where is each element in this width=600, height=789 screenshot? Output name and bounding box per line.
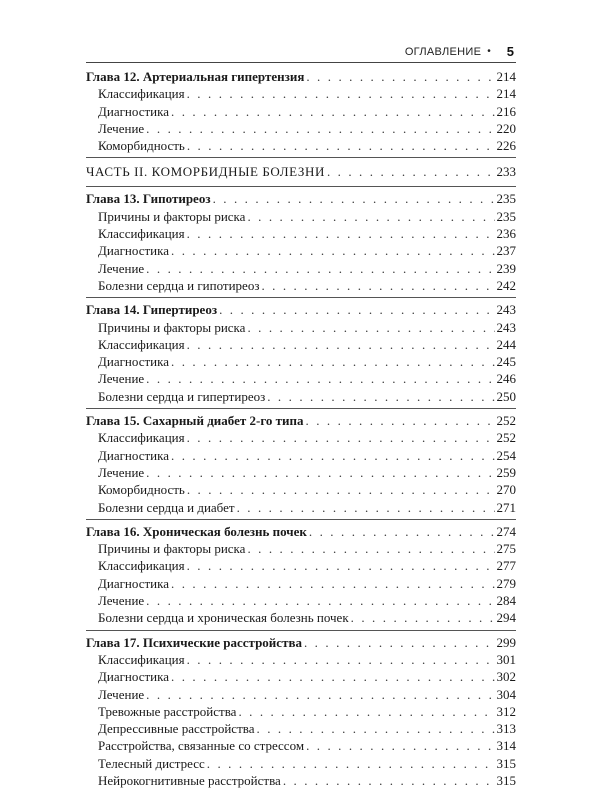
- toc-entry-label: Классификация: [98, 86, 185, 102]
- toc-subentry[interactable]: [86, 429, 516, 446]
- toc-entry-page: 214: [496, 69, 516, 84]
- toc-subentry[interactable]: [86, 540, 516, 557]
- toc-subentry[interactable]: [86, 481, 516, 498]
- toc-entry-page: 235: [496, 191, 516, 207]
- toc-subentry[interactable]: [86, 85, 516, 102]
- toc-entry-page: 214: [496, 86, 516, 102]
- dot-leader: [207, 755, 495, 772]
- toc-entry-page: 301: [496, 651, 516, 667]
- dot-leader: [146, 260, 494, 277]
- section-divider: [86, 186, 516, 187]
- toc-entry-page: 236: [496, 226, 516, 242]
- dot-leader: [327, 161, 495, 183]
- dot-leader: [171, 353, 494, 370]
- dot-leader: [247, 319, 494, 336]
- dot-leader: [306, 68, 494, 85]
- toc-subentry[interactable]: [86, 260, 516, 277]
- dot-leader: [238, 703, 494, 720]
- toc-subentry[interactable]: [86, 353, 516, 370]
- toc-entry-label: Глава 16. Хроническая болезнь почек: [86, 523, 307, 539]
- toc-entry-page: 252: [496, 430, 516, 446]
- toc-chapter-entry[interactable]: [86, 412, 516, 429]
- table-of-contents: [86, 68, 516, 789]
- bullet-icon: •: [487, 46, 491, 57]
- toc-entry-label: Лечение: [98, 686, 145, 702]
- toc-entry-page: 243: [496, 319, 516, 335]
- dot-leader: [187, 651, 495, 668]
- toc-entry-label: Лечение: [98, 120, 145, 136]
- dot-leader: [171, 575, 494, 592]
- toc-chapter-entry[interactable]: [86, 523, 516, 540]
- dot-leader: [187, 85, 495, 102]
- toc-subentry[interactable]: [86, 137, 516, 154]
- toc-entry-page: 243: [496, 302, 516, 318]
- toc-entry-page: 226: [496, 138, 516, 154]
- toc-subentry[interactable]: [86, 772, 516, 789]
- toc-subentry[interactable]: [86, 686, 516, 703]
- dot-leader: [283, 772, 495, 789]
- toc-entry-label: Болезни сердца и гипертиреоз: [98, 388, 266, 404]
- running-head-title: ОГЛАВЛЕНИЕ: [404, 45, 482, 58]
- dot-leader: [247, 208, 494, 225]
- toc-entry-label: Глава 14. Гипертиреоз: [86, 302, 218, 318]
- toc-entry-page: 242: [496, 277, 516, 293]
- toc-subentry[interactable]: [86, 336, 516, 353]
- toc-entry-label: ЧАСТЬ II. КОМОРБИДНЫЕ БОЛЕЗНИ: [86, 164, 325, 180]
- dot-leader: [306, 412, 495, 429]
- toc-subentry[interactable]: [86, 737, 516, 754]
- toc-entry-label: Лечение: [98, 464, 145, 480]
- toc-entry-label: Нейрокогнитивные расстройства: [98, 772, 281, 788]
- toc-entry-page: 252: [496, 413, 516, 429]
- dot-leader: [146, 592, 494, 609]
- toc-entry-label: Диагностика: [98, 575, 170, 591]
- toc-entry-page: 245: [496, 354, 516, 370]
- section-divider: [86, 630, 516, 631]
- toc-subentry[interactable]: [86, 225, 516, 242]
- toc-entry-page: 259: [496, 464, 516, 480]
- toc-entry-label: Тревожные расстройства: [98, 703, 237, 719]
- toc-subentry[interactable]: [86, 703, 516, 720]
- toc-entry-page: 302: [496, 669, 516, 685]
- dot-leader: [187, 429, 495, 446]
- toc-subentry[interactable]: [86, 208, 516, 225]
- toc-entry-label: Диагностика: [98, 447, 170, 463]
- toc-entry-page: 314: [496, 738, 516, 754]
- toc-entry-label: Глава 17. Психические расстройства: [86, 634, 302, 650]
- toc-entry-page: 237: [496, 243, 516, 259]
- toc-entry-label: Диагностика: [98, 669, 170, 685]
- dot-leader: [187, 336, 495, 353]
- dot-leader: [237, 499, 495, 516]
- toc-subentry[interactable]: [86, 557, 516, 574]
- toc-entry-label: Расстройства, связанные со стрессом: [98, 738, 305, 754]
- running-head: [405, 44, 514, 59]
- toc-entry-page: 313: [496, 721, 516, 737]
- toc-entry-page: 312: [496, 703, 516, 719]
- toc-entry-label: Телесный дистресс: [98, 755, 205, 771]
- dot-leader: [261, 277, 494, 294]
- toc-entry-page: 220: [496, 120, 516, 136]
- toc-subentry[interactable]: [86, 651, 516, 668]
- toc-subentry[interactable]: [86, 499, 516, 516]
- toc-entry-page: 233: [496, 164, 516, 180]
- dot-leader: [187, 481, 495, 498]
- dot-leader: [306, 737, 494, 754]
- toc-entry-label: Коморбидность: [98, 138, 185, 154]
- section-divider: [86, 519, 516, 520]
- section-divider: [86, 297, 516, 298]
- dot-leader: [187, 137, 495, 154]
- toc-subentry[interactable]: [86, 609, 516, 626]
- toc-part-entry[interactable]: [86, 161, 516, 183]
- section-divider: [86, 157, 516, 158]
- toc-entry-page: 270: [496, 482, 516, 498]
- toc-subentry[interactable]: [86, 277, 516, 294]
- toc-entry-label: Лечение: [98, 593, 145, 609]
- toc-subentry[interactable]: [86, 370, 516, 387]
- dot-leader: [187, 225, 495, 242]
- toc-entry-page: 235: [496, 208, 516, 224]
- dot-leader: [351, 609, 495, 626]
- toc-entry-label: Болезни сердца и диабет: [98, 499, 235, 515]
- toc-entry-label: Глава 13. Гипотиреоз: [86, 191, 211, 207]
- toc-entry-label: Причины и факторы риска: [98, 208, 246, 224]
- dot-leader: [146, 120, 494, 137]
- toc-subentry[interactable]: [86, 575, 516, 592]
- dot-leader: [171, 668, 494, 685]
- toc-entry-page: 246: [496, 371, 516, 387]
- section-divider: [86, 408, 516, 409]
- toc-entry-page: 315: [496, 772, 516, 788]
- dot-leader: [187, 557, 495, 574]
- dot-leader: [146, 464, 494, 481]
- toc-subentry[interactable]: [86, 447, 516, 464]
- toc-entry-page: 304: [496, 686, 516, 702]
- toc-entry-label: Диагностика: [98, 354, 170, 370]
- toc-entry-label: Классификация: [98, 651, 185, 667]
- toc-chapter-entry[interactable]: [86, 190, 516, 207]
- dot-leader: [309, 523, 495, 540]
- toc-entry-page: 271: [496, 499, 516, 515]
- toc-entry-page: 250: [496, 388, 516, 404]
- toc-chapter-entry[interactable]: [86, 68, 516, 85]
- toc-entry-label: Лечение: [98, 260, 145, 276]
- toc-entry-page: 315: [496, 755, 516, 771]
- toc-entry-label: Причины и факторы риска: [98, 319, 246, 335]
- toc-subentry[interactable]: [86, 388, 516, 405]
- dot-leader: [267, 388, 494, 405]
- toc-entry-label: Глава 12. Артериальная гипертензия: [86, 69, 305, 84]
- toc-subentry[interactable]: [86, 592, 516, 609]
- toc-entry-label: Классификация: [98, 430, 185, 446]
- toc-entry-page: 294: [496, 610, 516, 626]
- toc-entry-label: Классификация: [98, 558, 185, 574]
- toc-entry-page: 244: [496, 336, 516, 352]
- toc-subentry[interactable]: [86, 720, 516, 737]
- dot-leader: [171, 242, 494, 259]
- toc-entry-page: 275: [496, 541, 516, 557]
- toc-entry-label: Причины и факторы риска: [98, 541, 246, 557]
- toc-entry-page: 277: [496, 558, 516, 574]
- dot-leader: [213, 190, 495, 207]
- toc-subentry[interactable]: [86, 755, 516, 772]
- toc-entry-page: 284: [496, 593, 516, 609]
- toc-entry-label: Диагностика: [98, 103, 170, 119]
- dot-leader: [146, 686, 494, 703]
- dot-leader: [219, 301, 494, 318]
- toc-entry-page: 239: [496, 260, 516, 276]
- toc-entry-label: Коморбидность: [98, 482, 185, 498]
- toc-entry-label: Болезни сердца и гипотиреоз: [98, 277, 260, 293]
- dot-leader: [247, 540, 494, 557]
- toc-entry-label: Классификация: [98, 336, 185, 352]
- toc-entry-page: 299: [496, 634, 516, 650]
- toc-subentry[interactable]: [86, 103, 516, 120]
- toc-entry-page: 254: [496, 447, 516, 463]
- toc-entry-page: 279: [496, 575, 516, 591]
- page-number: 5: [506, 44, 514, 59]
- dot-leader: [304, 634, 495, 651]
- toc-chapter-entry[interactable]: [86, 301, 516, 318]
- toc-subentry[interactable]: [86, 668, 516, 685]
- toc-entry-label: Лечение: [98, 371, 145, 387]
- toc-entry-label: Депрессивные расстройства: [98, 721, 255, 737]
- toc-subentry[interactable]: [86, 120, 516, 137]
- toc-entry-label: Болезни сердца и хроническая болезнь почек: [98, 610, 349, 626]
- toc-subentry[interactable]: [86, 242, 516, 259]
- dot-leader: [171, 103, 494, 120]
- dot-leader: [257, 720, 495, 737]
- toc-entry-label: Диагностика: [98, 243, 170, 259]
- dot-leader: [146, 370, 494, 387]
- toc-chapter-entry[interactable]: [86, 634, 516, 651]
- toc-entry-page: 216: [496, 103, 516, 119]
- toc-entry-label: Глава 15. Сахарный диабет 2-го типа: [86, 413, 304, 429]
- toc-entry-page: 274: [496, 523, 516, 539]
- header-rule: [86, 62, 516, 63]
- toc-subentry[interactable]: [86, 464, 516, 481]
- toc-entry-label: Классификация: [98, 226, 185, 242]
- dot-leader: [171, 447, 494, 464]
- toc-subentry[interactable]: [86, 319, 516, 336]
